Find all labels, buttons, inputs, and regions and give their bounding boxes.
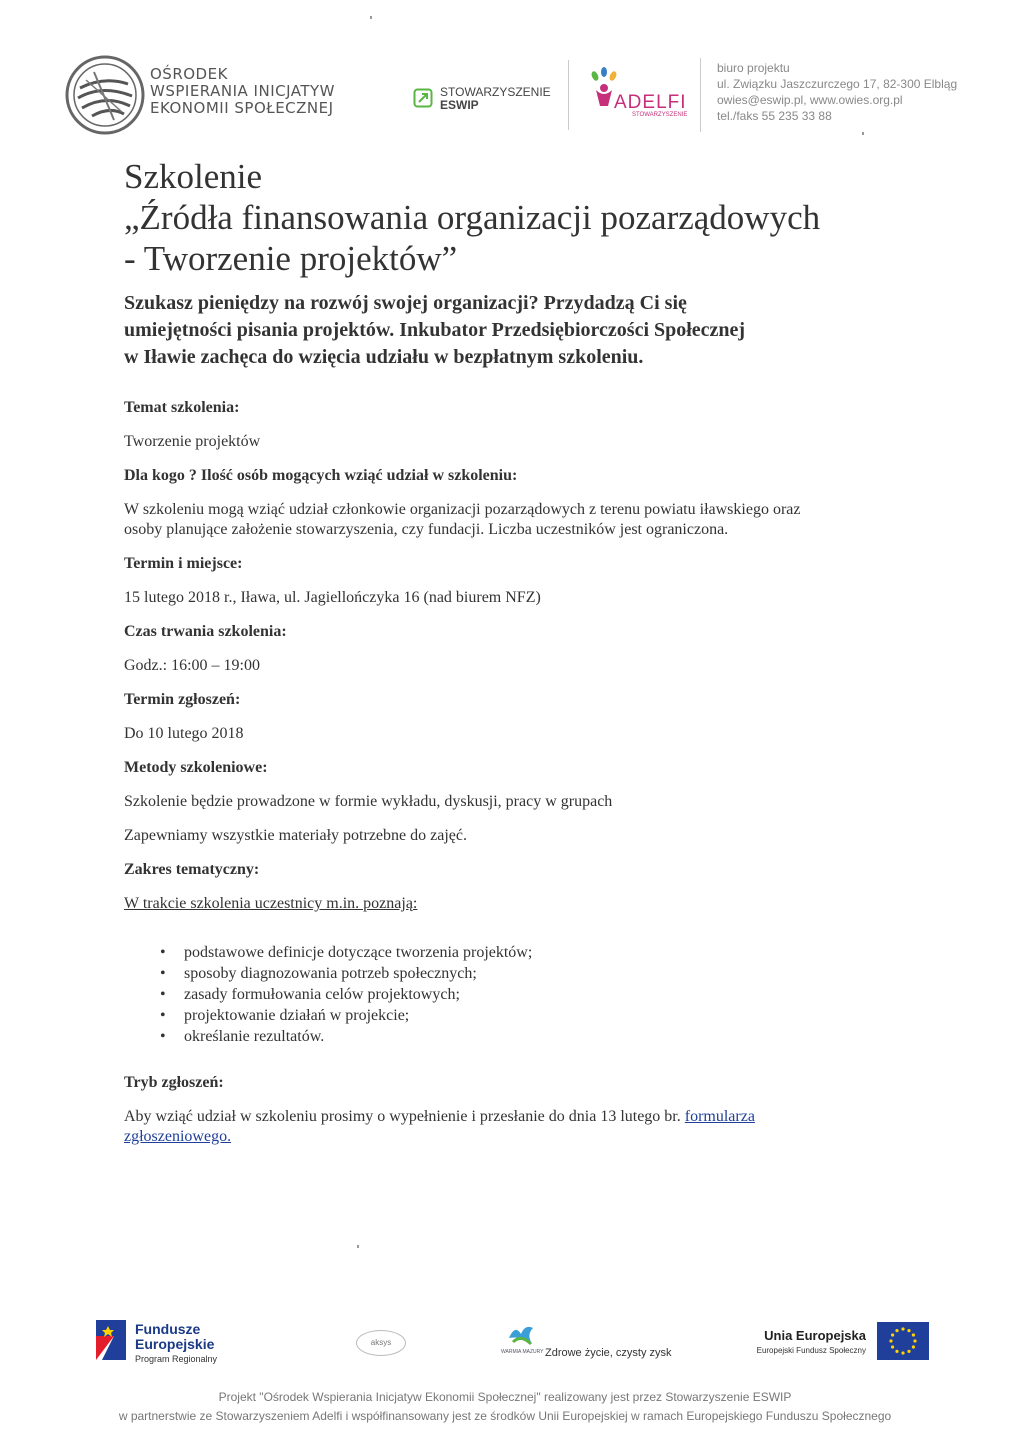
section-value: 15 lutego 2018 r., Iława, ul. Jagiellończyka 16 (nad biurem NFZ): [124, 589, 541, 606]
fe-line: Fundusze: [135, 1321, 201, 1337]
eswip-line2: ESWIP: [440, 98, 479, 112]
bullet: •: [160, 1007, 166, 1024]
fe-line: Europejskie: [135, 1336, 215, 1352]
lead-paragraph: [124, 290, 904, 371]
adelfi-name: ADELFI: [614, 92, 687, 113]
footnote-line: Projekt "Ośrodek Wspierania Inicjatyw Ekonomii Społecznej" realizowany jest przez Stowarzyszenie ESWIP: [218, 1390, 792, 1404]
lead-line: Szukasz pieniędzy na rozwój swojej organizacji? Przydadzą Ci się: [124, 292, 687, 314]
lead-line: w Iławie zachęca do wzięcia udziału w bezpłatnym szkoleniu.: [124, 346, 644, 368]
title-line: „Źródła finansowania organizacji pozarządowych: [124, 198, 821, 237]
section-value: Zapewniamy wszystkie materiały potrzebne do zajęć.: [124, 827, 467, 844]
scan-speck: [862, 132, 864, 135]
bullet: •: [160, 1028, 166, 1045]
footnote-line: w partnerstwie ze Stowarzyszeniem Adelfi i współfinansowany jest ze środków Unii Europejskiej w ramach Europejskiego Funduszu Społecznego: [118, 1409, 892, 1423]
lead-line: umiejętności pisania projektów. Inkubator Przedsiębiorczości Społecznej: [124, 319, 746, 341]
section-heading: Temat szkolenia:: [124, 399, 240, 416]
eswip-name: [440, 86, 551, 112]
section-heading: Termin i miejsce:: [124, 555, 243, 572]
section-value: Godz.: 16:00 – 19:00: [124, 657, 260, 674]
section-value: osoby planujące założenie stowarzyszenia, czy fundacji. Liczba uczestników jest ograniczona.: [124, 521, 729, 538]
aksys-logo: aksys: [356, 1330, 406, 1356]
contact-line: biuro projektu: [717, 61, 790, 75]
list-item: [160, 1005, 904, 1026]
list-item: [160, 963, 904, 984]
fundusze-europejskie-subtitle: Program Regionalny: [135, 1354, 218, 1364]
contact-block: [717, 60, 957, 124]
section-heading: Czas trwania szkolenia:: [124, 623, 287, 640]
section-heading: Dla kogo ? Ilość osób mogących wziąć udział w szkoleniu:: [124, 467, 518, 484]
section-heading: Termin zgłoszeń:: [124, 691, 241, 708]
topic-text: określanie rezultatów.: [184, 1028, 325, 1045]
owies-logo: [64, 54, 146, 136]
registration-form-link[interactable]: zgłoszeniowego.: [124, 1128, 232, 1145]
topic-text: projektowanie działań w projekcie;: [184, 1007, 410, 1024]
section-value: Tworzenie projektów: [124, 433, 261, 450]
title-line: Szkolenie: [124, 157, 263, 196]
bullet: •: [160, 986, 166, 1003]
contact-line: owies@eswip.pl, www.owies.org.pl: [717, 93, 903, 107]
section-heading: Zakres tematyczny:: [124, 861, 260, 878]
warmia-mazury-icon: [505, 1320, 537, 1348]
bullet: •: [160, 965, 166, 982]
topic-text: zasady formułowania celów projektowych;: [184, 986, 460, 1003]
topic-text: sposoby diagnozowania potrzeb społecznych;: [184, 965, 477, 982]
warmia-mazury-slogan: Zdrowe życie, czysty zysk: [545, 1347, 672, 1359]
section-value: Do 10 lutego 2018: [124, 725, 244, 742]
topics-list: [124, 942, 904, 1047]
page-title: [124, 156, 820, 279]
eswip-line1: STOWARZYSZENIE: [440, 85, 551, 99]
registration-form-link[interactable]: formularza: [684, 1108, 755, 1125]
section-heading: Tryb zgłoszeń:: [124, 1074, 224, 1091]
owies-name: [150, 66, 335, 117]
eswip-logo-icon: [413, 88, 433, 108]
section-value: [124, 1107, 904, 1147]
section-heading: Metody szkoleniowe:: [124, 759, 268, 776]
contact-line: tel./faks 55 235 33 88: [717, 109, 832, 123]
eu-name: Unia Europejska: [764, 1328, 866, 1343]
registration-text: Aby wziąć udział w szkoleniu prosimy o wypełnienie i przesłanie do dnia 13 lutego br.: [124, 1108, 681, 1125]
section-value: Szkolenie będzie prowadzone w formie wykładu, dyskusji, pracy w grupach: [124, 793, 613, 810]
divider: [700, 58, 701, 132]
warmia-mazury-tag: WARMIA MAZURY: [501, 1349, 544, 1355]
project-footnote: [40, 1388, 970, 1426]
eu-flag-icon: [877, 1322, 929, 1360]
scan-speck: [370, 16, 372, 19]
contact-line: ul. Związku Jaszczurczego 17, 82-300 Elbląg: [717, 77, 958, 91]
fundusze-europejskie-icon: [94, 1318, 128, 1362]
list-item: [160, 984, 904, 1005]
owies-line: EKONOMII SPOŁECZNEJ: [150, 99, 334, 117]
eu-fund-name: Europejski Fundusz Społeczny: [756, 1346, 866, 1355]
list-item: [160, 942, 904, 963]
list-item: [160, 1026, 904, 1047]
owies-line: WSPIERANIA INICJATYW: [150, 82, 336, 100]
owies-line: OŚRODEK: [150, 65, 228, 83]
bullet: •: [160, 944, 166, 961]
topics-intro: W trakcie szkolenia uczestnicy m.in. poznają:: [124, 895, 418, 912]
training-details: [124, 398, 904, 1147]
adelfi-subtitle: STOWARZYSZENIE: [632, 112, 688, 118]
section-value: W szkoleniu mogą wziąć udział członkowie organizacji pozarządowych z terenu powiatu iławskiego oraz: [124, 501, 801, 518]
fundusze-europejskie-name: [135, 1322, 214, 1352]
title-line: - Tworzenie projektów”: [124, 239, 458, 278]
scan-speck: [357, 1245, 359, 1248]
divider: [568, 60, 569, 130]
topic-text: podstawowe definicje dotyczące tworzenia projektów;: [184, 944, 533, 961]
